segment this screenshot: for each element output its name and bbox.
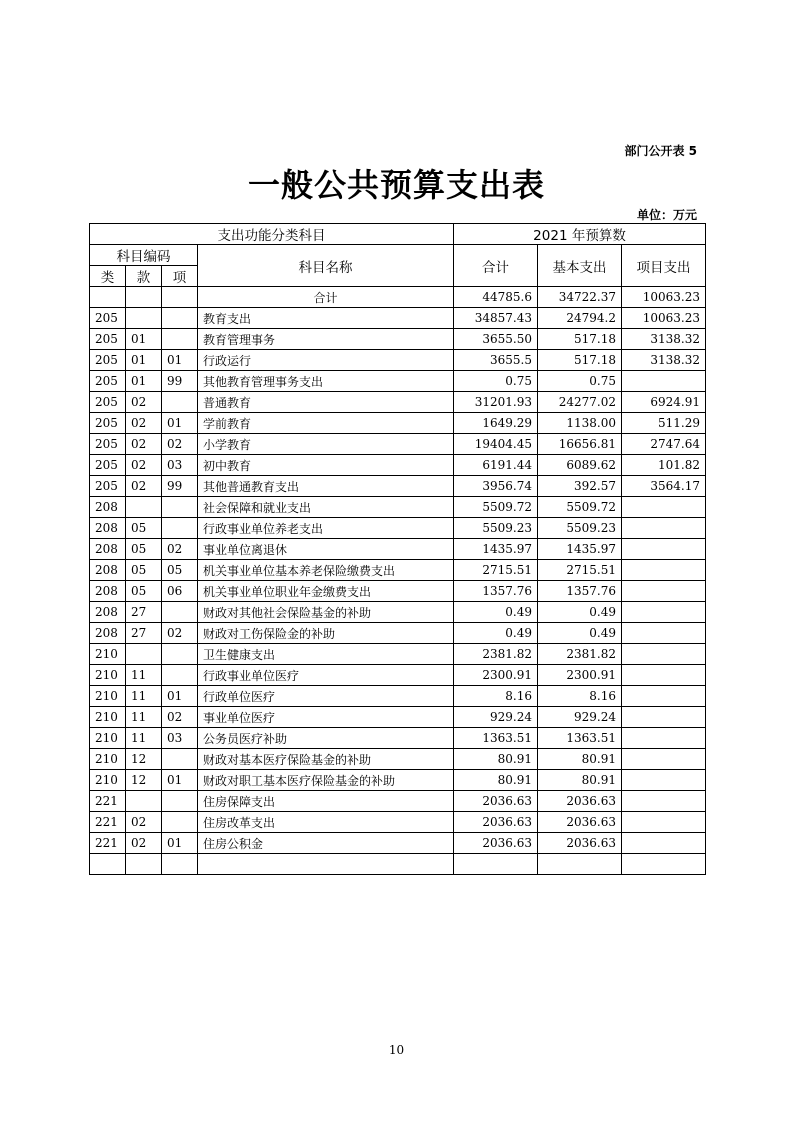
amount-basic: 5509.23 xyxy=(538,518,622,539)
table-row xyxy=(90,791,706,812)
item-name: 其他教育管理事务支出 xyxy=(198,371,454,392)
item-name: 普通教育 xyxy=(198,392,454,413)
code-kuan: 02 xyxy=(126,476,162,497)
code-kuan: 27 xyxy=(126,602,162,623)
amount-basic: 2036.63 xyxy=(538,812,622,833)
table-row xyxy=(90,329,706,350)
code-kuan xyxy=(126,308,162,329)
amount-project xyxy=(622,602,706,623)
item-name: 住房改革支出 xyxy=(198,812,454,833)
header-kuan: 款 xyxy=(126,266,162,287)
amount-total: 0.49 xyxy=(454,602,538,623)
header-project: 项目支出 xyxy=(622,245,706,287)
amount-basic: 1357.76 xyxy=(538,581,622,602)
item-name: 社会保障和就业支出 xyxy=(198,497,454,518)
code-kuan: 12 xyxy=(126,770,162,791)
code-xiang xyxy=(162,644,198,665)
code-lei: 205 xyxy=(90,329,126,350)
amount-total: 3956.74 xyxy=(454,476,538,497)
code-xiang: 99 xyxy=(162,476,198,497)
table-row xyxy=(90,833,706,854)
amount-total: 31201.93 xyxy=(454,392,538,413)
code-xiang: 02 xyxy=(162,539,198,560)
table-row xyxy=(90,539,706,560)
code-lei: 208 xyxy=(90,518,126,539)
code-lei: 210 xyxy=(90,644,126,665)
code-kuan: 02 xyxy=(126,413,162,434)
item-name: 财政对基本医疗保险基金的补助 xyxy=(198,749,454,770)
header-xiang: 项 xyxy=(162,266,198,287)
form-number: 部门公开表 5 xyxy=(624,144,697,158)
item-name: 机关事业单位基本养老保险缴费支出 xyxy=(198,560,454,581)
header-budget-year: 2021 年预算数 xyxy=(454,224,706,245)
amount-basic: 929.24 xyxy=(538,707,622,728)
amount-project xyxy=(622,686,706,707)
amount-project: 3564.17 xyxy=(622,476,706,497)
amount-total: 5509.23 xyxy=(454,518,538,539)
item-name: 小学教育 xyxy=(198,434,454,455)
amount-total: 929.24 xyxy=(454,707,538,728)
item-name: 行政事业单位医疗 xyxy=(198,665,454,686)
code-kuan: 11 xyxy=(126,728,162,749)
code-xiang: 99 xyxy=(162,371,198,392)
amount-basic: 0.49 xyxy=(538,602,622,623)
amount-basic: 2300.91 xyxy=(538,665,622,686)
table-row xyxy=(90,602,706,623)
amount-project xyxy=(622,371,706,392)
amount-total: 2381.82 xyxy=(454,644,538,665)
amount-basic: 5509.72 xyxy=(538,497,622,518)
code-xiang xyxy=(162,518,198,539)
total-project: 10063.23 xyxy=(622,287,706,308)
amount-project: 3138.32 xyxy=(622,350,706,371)
code-lei: 221 xyxy=(90,833,126,854)
amount-basic: 1363.51 xyxy=(538,728,622,749)
code-lei: 205 xyxy=(90,413,126,434)
header-lei: 类 xyxy=(90,266,126,287)
table-row xyxy=(90,308,706,329)
amount-project xyxy=(622,791,706,812)
unit-label: 单位：万元 xyxy=(636,208,697,222)
item-name: 财政对工伤保险金的补助 xyxy=(198,623,454,644)
code-xiang: 02 xyxy=(162,707,198,728)
amount-project xyxy=(622,707,706,728)
amount-total: 3655.50 xyxy=(454,329,538,350)
amount-total: 34857.43 xyxy=(454,308,538,329)
code-kuan: 12 xyxy=(126,749,162,770)
code-xiang: 01 xyxy=(162,350,198,371)
code-kuan: 02 xyxy=(126,392,162,413)
amount-basic: 6089.62 xyxy=(538,455,622,476)
item-name: 行政单位医疗 xyxy=(198,686,454,707)
table-row xyxy=(90,560,706,581)
table-row xyxy=(90,392,706,413)
amount-project xyxy=(622,623,706,644)
code-lei: 210 xyxy=(90,686,126,707)
table-row xyxy=(90,350,706,371)
code-xiang xyxy=(162,308,198,329)
amount-basic: 2036.63 xyxy=(538,791,622,812)
amount-basic: 517.18 xyxy=(538,350,622,371)
code-lei: 205 xyxy=(90,392,126,413)
amount-total: 80.91 xyxy=(454,749,538,770)
amount-total: 6191.44 xyxy=(454,455,538,476)
item-name: 其他普通教育支出 xyxy=(198,476,454,497)
code-lei: 208 xyxy=(90,581,126,602)
code-kuan xyxy=(126,791,162,812)
item-name: 住房公积金 xyxy=(198,833,454,854)
amount-basic: 80.91 xyxy=(538,749,622,770)
table-row xyxy=(90,455,706,476)
code-xiang: 01 xyxy=(162,770,198,791)
code-kuan xyxy=(126,644,162,665)
code-kuan: 05 xyxy=(126,539,162,560)
code-kuan: 05 xyxy=(126,518,162,539)
amount-total: 0.49 xyxy=(454,623,538,644)
code-kuan: 05 xyxy=(126,560,162,581)
code-lei: 208 xyxy=(90,623,126,644)
amount-basic: 392.57 xyxy=(538,476,622,497)
code-lei: 210 xyxy=(90,665,126,686)
code-kuan: 11 xyxy=(126,665,162,686)
total-row xyxy=(90,287,706,308)
amount-project: 6924.91 xyxy=(622,392,706,413)
amount-project: 511.29 xyxy=(622,413,706,434)
code-lei: 210 xyxy=(90,749,126,770)
amount-project xyxy=(622,812,706,833)
empty-row xyxy=(90,854,706,875)
code-lei: 208 xyxy=(90,602,126,623)
table-body xyxy=(90,287,706,875)
code-xiang xyxy=(162,329,198,350)
table-row xyxy=(90,728,706,749)
header-total: 合计 xyxy=(454,245,538,287)
code-xiang xyxy=(162,497,198,518)
amount-project: 101.82 xyxy=(622,455,706,476)
table-row xyxy=(90,581,706,602)
code-lei: 210 xyxy=(90,770,126,791)
table-row xyxy=(90,644,706,665)
amount-total: 5509.72 xyxy=(454,497,538,518)
amount-project xyxy=(622,539,706,560)
code-lei: 205 xyxy=(90,455,126,476)
amount-project xyxy=(622,833,706,854)
code-kuan: 11 xyxy=(126,707,162,728)
code-lei: 210 xyxy=(90,707,126,728)
amount-project xyxy=(622,497,706,518)
amount-basic: 8.16 xyxy=(538,686,622,707)
code-lei: 205 xyxy=(90,308,126,329)
code-xiang xyxy=(162,602,198,623)
total-basic: 34722.37 xyxy=(538,287,622,308)
item-name: 财政对其他社会保险基金的补助 xyxy=(198,602,454,623)
code-xiang xyxy=(162,665,198,686)
amount-project xyxy=(622,749,706,770)
amount-total: 2300.91 xyxy=(454,665,538,686)
amount-total: 8.16 xyxy=(454,686,538,707)
amount-basic: 0.75 xyxy=(538,371,622,392)
item-name: 教育管理事务 xyxy=(198,329,454,350)
code-xiang: 01 xyxy=(162,686,198,707)
code-xiang: 02 xyxy=(162,623,198,644)
table-row xyxy=(90,623,706,644)
amount-total: 2036.63 xyxy=(454,812,538,833)
table-row xyxy=(90,497,706,518)
table-row xyxy=(90,770,706,791)
item-name: 机关事业单位职业年金缴费支出 xyxy=(198,581,454,602)
item-name: 事业单位医疗 xyxy=(198,707,454,728)
amount-project: 3138.32 xyxy=(622,329,706,350)
item-name: 教育支出 xyxy=(198,308,454,329)
amount-total: 1357.76 xyxy=(454,581,538,602)
code-lei: 210 xyxy=(90,728,126,749)
page-number: 10 xyxy=(388,1043,405,1057)
amount-basic: 80.91 xyxy=(538,770,622,791)
amount-basic: 1435.97 xyxy=(538,539,622,560)
item-name: 公务员医疗补助 xyxy=(198,728,454,749)
item-name: 事业单位离退休 xyxy=(198,539,454,560)
table-row xyxy=(90,434,706,455)
code-xiang: 05 xyxy=(162,560,198,581)
code-lei: 205 xyxy=(90,350,126,371)
amount-total: 1435.97 xyxy=(454,539,538,560)
table-row xyxy=(90,476,706,497)
table-row xyxy=(90,812,706,833)
table-row xyxy=(90,413,706,434)
amount-total: 0.75 xyxy=(454,371,538,392)
amount-project xyxy=(622,581,706,602)
budget-table xyxy=(89,223,706,875)
table-row xyxy=(90,707,706,728)
code-lei: 208 xyxy=(90,539,126,560)
header-basic: 基本支出 xyxy=(538,245,622,287)
item-name: 住房保障支出 xyxy=(198,791,454,812)
code-kuan: 27 xyxy=(126,623,162,644)
code-xiang: 01 xyxy=(162,413,198,434)
code-kuan xyxy=(126,497,162,518)
code-xiang: 01 xyxy=(162,833,198,854)
amount-basic: 2381.82 xyxy=(538,644,622,665)
page-title: 一般公共预算支出表 xyxy=(247,166,545,204)
header-code: 科目编码 xyxy=(90,245,198,266)
amount-basic: 2715.51 xyxy=(538,560,622,581)
amount-total: 19404.45 xyxy=(454,434,538,455)
code-lei: 221 xyxy=(90,812,126,833)
amount-basic: 16656.81 xyxy=(538,434,622,455)
code-lei: 205 xyxy=(90,371,126,392)
code-xiang xyxy=(162,791,198,812)
amount-basic: 24794.2 xyxy=(538,308,622,329)
amount-basic: 1138.00 xyxy=(538,413,622,434)
amount-project xyxy=(622,728,706,749)
amount-project xyxy=(622,665,706,686)
amount-total: 80.91 xyxy=(454,770,538,791)
amount-project xyxy=(622,770,706,791)
code-lei: 221 xyxy=(90,791,126,812)
table-row xyxy=(90,665,706,686)
code-kuan: 02 xyxy=(126,812,162,833)
table-row xyxy=(90,371,706,392)
item-name: 学前教育 xyxy=(198,413,454,434)
amount-basic: 2036.63 xyxy=(538,833,622,854)
amount-basic: 517.18 xyxy=(538,329,622,350)
code-kuan: 11 xyxy=(126,686,162,707)
code-lei: 205 xyxy=(90,476,126,497)
code-kuan: 02 xyxy=(126,455,162,476)
header-category: 支出功能分类科目 xyxy=(90,224,454,245)
code-kuan: 02 xyxy=(126,833,162,854)
item-name: 行政事业单位养老支出 xyxy=(198,518,454,539)
code-xiang xyxy=(162,749,198,770)
amount-basic: 0.49 xyxy=(538,623,622,644)
code-xiang: 06 xyxy=(162,581,198,602)
code-xiang xyxy=(162,812,198,833)
item-name: 行政运行 xyxy=(198,350,454,371)
amount-basic: 24277.02 xyxy=(538,392,622,413)
item-name: 卫生健康支出 xyxy=(198,644,454,665)
code-lei: 205 xyxy=(90,434,126,455)
amount-total: 3655.5 xyxy=(454,350,538,371)
amount-total: 2715.51 xyxy=(454,560,538,581)
total-amount: 44785.6 xyxy=(454,287,538,308)
code-kuan: 02 xyxy=(126,434,162,455)
table-row xyxy=(90,686,706,707)
amount-total: 1363.51 xyxy=(454,728,538,749)
amount-project: 10063.23 xyxy=(622,308,706,329)
code-kuan: 01 xyxy=(126,350,162,371)
code-lei: 208 xyxy=(90,497,126,518)
code-xiang: 03 xyxy=(162,728,198,749)
amount-total: 2036.63 xyxy=(454,791,538,812)
code-xiang xyxy=(162,392,198,413)
amount-project: 2747.64 xyxy=(622,434,706,455)
code-kuan: 01 xyxy=(126,371,162,392)
table-row xyxy=(90,518,706,539)
code-xiang: 03 xyxy=(162,455,198,476)
table-row xyxy=(90,749,706,770)
amount-project xyxy=(622,560,706,581)
header-name: 科目名称 xyxy=(198,245,454,287)
amount-project xyxy=(622,644,706,665)
amount-project xyxy=(622,518,706,539)
code-kuan: 01 xyxy=(126,329,162,350)
item-name: 初中教育 xyxy=(198,455,454,476)
amount-total: 2036.63 xyxy=(454,833,538,854)
item-name: 财政对职工基本医疗保险基金的补助 xyxy=(198,770,454,791)
code-lei: 208 xyxy=(90,560,126,581)
amount-total: 1649.29 xyxy=(454,413,538,434)
code-kuan: 05 xyxy=(126,581,162,602)
total-label: 合计 xyxy=(198,287,454,308)
code-xiang: 02 xyxy=(162,434,198,455)
